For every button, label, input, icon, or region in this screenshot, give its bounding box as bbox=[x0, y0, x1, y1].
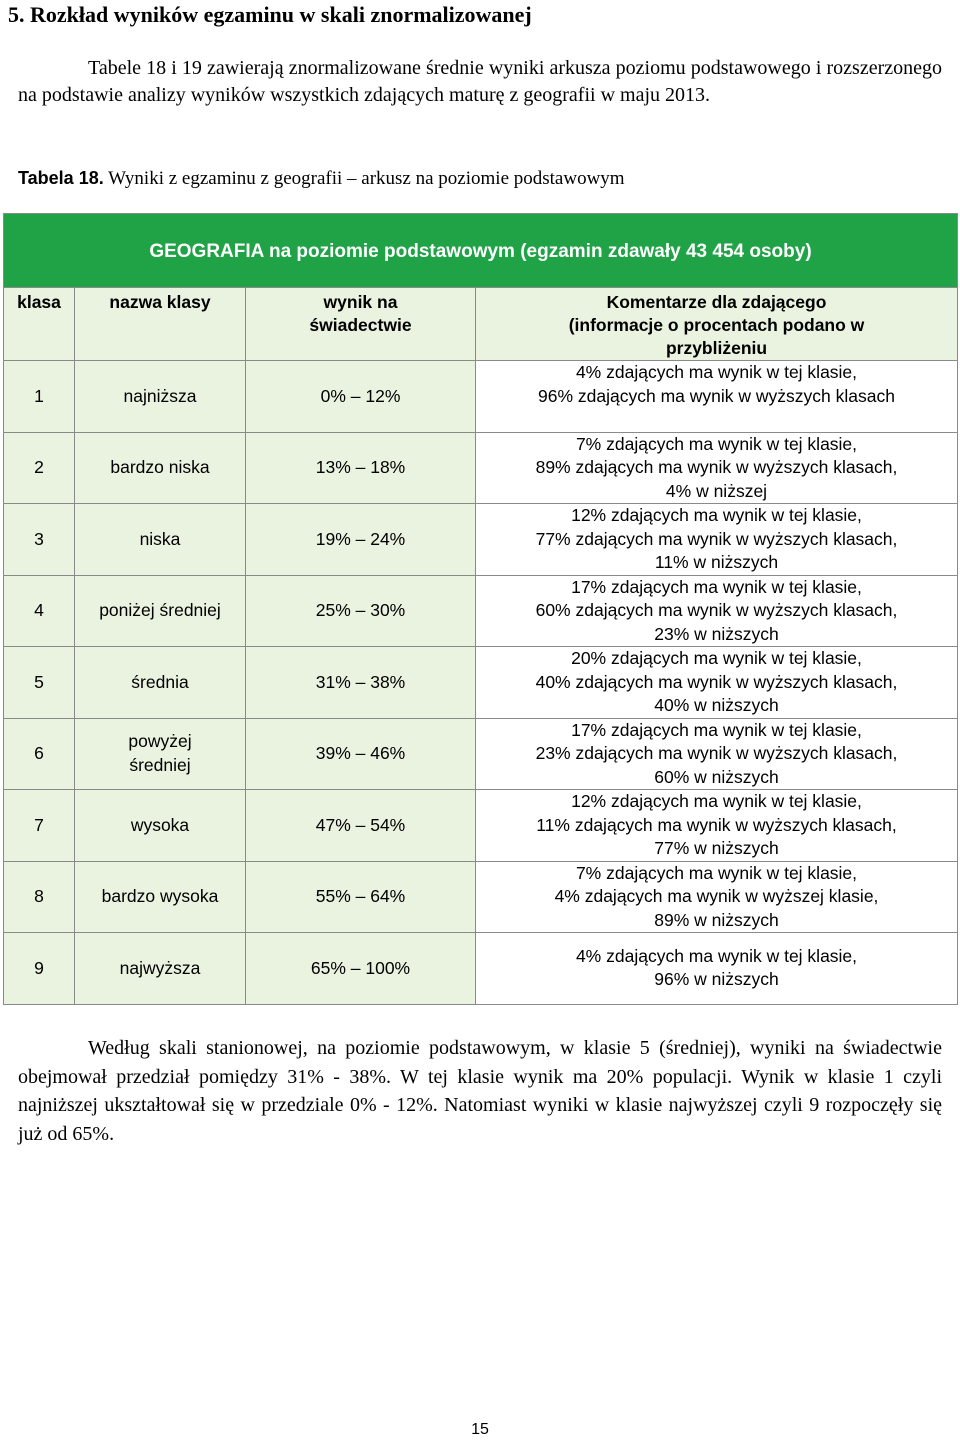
intro-paragraph: Tabele 18 i 19 zawierają znormalizowane średnie wyniki arkusza poziomu podstawowego i rozszerzonego na podstawie analizy wyników wszystkich zdających maturę z geografii w maju 2013. bbox=[18, 57, 942, 106]
results-table bbox=[3, 213, 958, 1005]
column-header-klasa: klasa bbox=[4, 288, 75, 361]
comment-line: 11% zdających ma wynik w wyższych klasach, bbox=[536, 814, 897, 835]
page-number: 15 bbox=[471, 1421, 489, 1438]
comment-line: 4% zdających ma wynik w wyższej klasie, bbox=[554, 886, 879, 906]
table-row bbox=[4, 361, 958, 433]
cell-komentarz bbox=[476, 861, 958, 933]
table-caption-text: Wyniki z egzaminu z geografii – arkusz na poziomie podstawowym bbox=[103, 168, 625, 189]
cell-komentarz bbox=[476, 504, 958, 576]
cell-wynik: 55% – 64% bbox=[246, 861, 476, 933]
table-row bbox=[4, 647, 958, 719]
column-header-komentarze-line2: (informacje o procentach podano w bbox=[568, 315, 865, 335]
table-row bbox=[4, 432, 958, 504]
comment-line: 7% zdających ma wynik w tej klasie, bbox=[575, 433, 858, 454]
cell-komentarz bbox=[476, 790, 958, 862]
comment-line: 77% zdających ma wynik w wyższych klasach, bbox=[535, 528, 898, 549]
table-row bbox=[4, 575, 958, 647]
comment-line: 40% zdających ma wynik w wyższych klasach, bbox=[535, 671, 898, 692]
comment-line: 4% zdających ma wynik w tej klasie, bbox=[575, 362, 858, 382]
cell-komentarz bbox=[476, 718, 958, 790]
comment-line: 20% zdających ma wynik w tej klasie, bbox=[571, 648, 862, 668]
section-heading: 5. Rozkład wyników egzaminu w skali znormalizowanej bbox=[8, 2, 532, 27]
cell-nazwa: najwyższa bbox=[75, 933, 246, 1005]
column-header-komentarze-line3: przybliżeniu bbox=[665, 338, 768, 358]
comment-line: 96% zdających ma wynik w wyższych klasach bbox=[538, 385, 895, 406]
cell-nazwa: niska bbox=[75, 504, 246, 576]
comment-line: 23% zdających ma wynik w wyższych klasach, bbox=[535, 743, 898, 763]
cell-nazwa: bardzo niska bbox=[75, 432, 246, 504]
column-header-wynik-line2: świadectwie bbox=[309, 315, 412, 335]
table-title: GEOGRAFIA na poziomie podstawowym (egzamin zdawały 43 454 osoby) bbox=[4, 214, 958, 288]
table-caption bbox=[18, 166, 625, 191]
table-row bbox=[4, 504, 958, 576]
cell-klasa: 5 bbox=[4, 647, 75, 719]
cell-klasa: 6 bbox=[4, 718, 75, 790]
column-header-wynik-line1: wynik na bbox=[323, 292, 398, 312]
comment-line: 60% w niższych bbox=[654, 766, 779, 787]
cell-nazwa-line2: średniej bbox=[129, 754, 191, 775]
cell-nazwa: wysoka bbox=[75, 790, 246, 862]
cell-klasa: 7 bbox=[4, 790, 75, 862]
comment-line: 4% w niższej bbox=[665, 480, 768, 501]
comment-line: 4% zdających ma wynik w tej klasie, bbox=[575, 945, 858, 966]
cell-klasa: 9 bbox=[4, 933, 75, 1005]
column-header-komentarze-line1: Komentarze dla zdającego bbox=[606, 292, 827, 312]
closing-paragraph: Według skali stanionowej, na poziomie podstawowym, w klasie 5 (średniej), wyniki na świadectwie obejmował przedział pomiędzy 31% - 38%. W tej klasie wynik ma 20% populacji. Wynik w klasie 1 czyli najniższej ukształtował się w przedziale 0% - 12%. Natomiast wyniki w klasie najwyższej czyli 9 rozpoczęły się już od 65%. bbox=[18, 1037, 942, 1145]
comment-line: 89% zdających ma wynik w wyższych klasach, bbox=[535, 457, 898, 477]
comment-line: 12% zdających ma wynik w tej klasie, bbox=[571, 505, 862, 525]
comment-line: 96% w niższych bbox=[654, 969, 779, 990]
cell-nazwa: średnia bbox=[75, 647, 246, 719]
cell-komentarz bbox=[476, 575, 958, 647]
comment-line: 77% w niższych bbox=[654, 838, 779, 858]
comment-line: 60% zdających ma wynik w wyższych klasach, bbox=[535, 600, 898, 620]
cell-klasa: 8 bbox=[4, 861, 75, 933]
cell-wynik: 31% – 38% bbox=[246, 647, 476, 719]
cell-klasa: 1 bbox=[4, 361, 75, 433]
cell-wynik: 65% – 100% bbox=[246, 933, 476, 1005]
cell-klasa: 3 bbox=[4, 504, 75, 576]
comment-line: 40% w niższych bbox=[654, 695, 779, 715]
cell-wynik: 0% – 12% bbox=[246, 361, 476, 433]
comment-line: 23% w niższych bbox=[654, 623, 779, 644]
cell-wynik: 47% – 54% bbox=[246, 790, 476, 862]
cell-komentarz bbox=[476, 432, 958, 504]
cell-nazwa: poniżej średniej bbox=[75, 575, 246, 647]
cell-nazwa: bardzo wysoka bbox=[75, 861, 246, 933]
cell-nazwa bbox=[75, 718, 246, 790]
comment-line: 11% w niższych bbox=[654, 552, 779, 572]
cell-komentarz bbox=[476, 933, 958, 1005]
column-header-nazwa: nazwa klasy bbox=[75, 288, 246, 361]
cell-wynik: 13% – 18% bbox=[246, 432, 476, 504]
table-caption-label: Tabela 18. bbox=[18, 168, 104, 188]
cell-komentarz bbox=[476, 647, 958, 719]
cell-klasa: 4 bbox=[4, 575, 75, 647]
table-row bbox=[4, 790, 958, 862]
comment-line: 7% zdających ma wynik w tej klasie, bbox=[575, 862, 858, 883]
cell-wynik: 39% – 46% bbox=[246, 718, 476, 790]
table-row bbox=[4, 861, 958, 933]
comment-line: 17% zdających ma wynik w tej klasie, bbox=[571, 576, 862, 597]
cell-nazwa-line1: powyżej bbox=[128, 731, 192, 752]
cell-komentarz bbox=[476, 361, 958, 433]
cell-wynik: 19% – 24% bbox=[246, 504, 476, 576]
table-row bbox=[4, 933, 958, 1005]
column-header-wynik bbox=[246, 288, 476, 361]
comment-line: 12% zdających ma wynik w tej klasie, bbox=[571, 791, 862, 811]
comment-line: 89% w niższych bbox=[654, 909, 779, 930]
cell-nazwa: najniższa bbox=[75, 361, 246, 433]
cell-wynik: 25% – 30% bbox=[246, 575, 476, 647]
cell-klasa: 2 bbox=[4, 432, 75, 504]
column-header-komentarze bbox=[476, 288, 958, 361]
comment-line: 17% zdających ma wynik w tej klasie, bbox=[571, 719, 862, 740]
table-row bbox=[4, 718, 958, 790]
